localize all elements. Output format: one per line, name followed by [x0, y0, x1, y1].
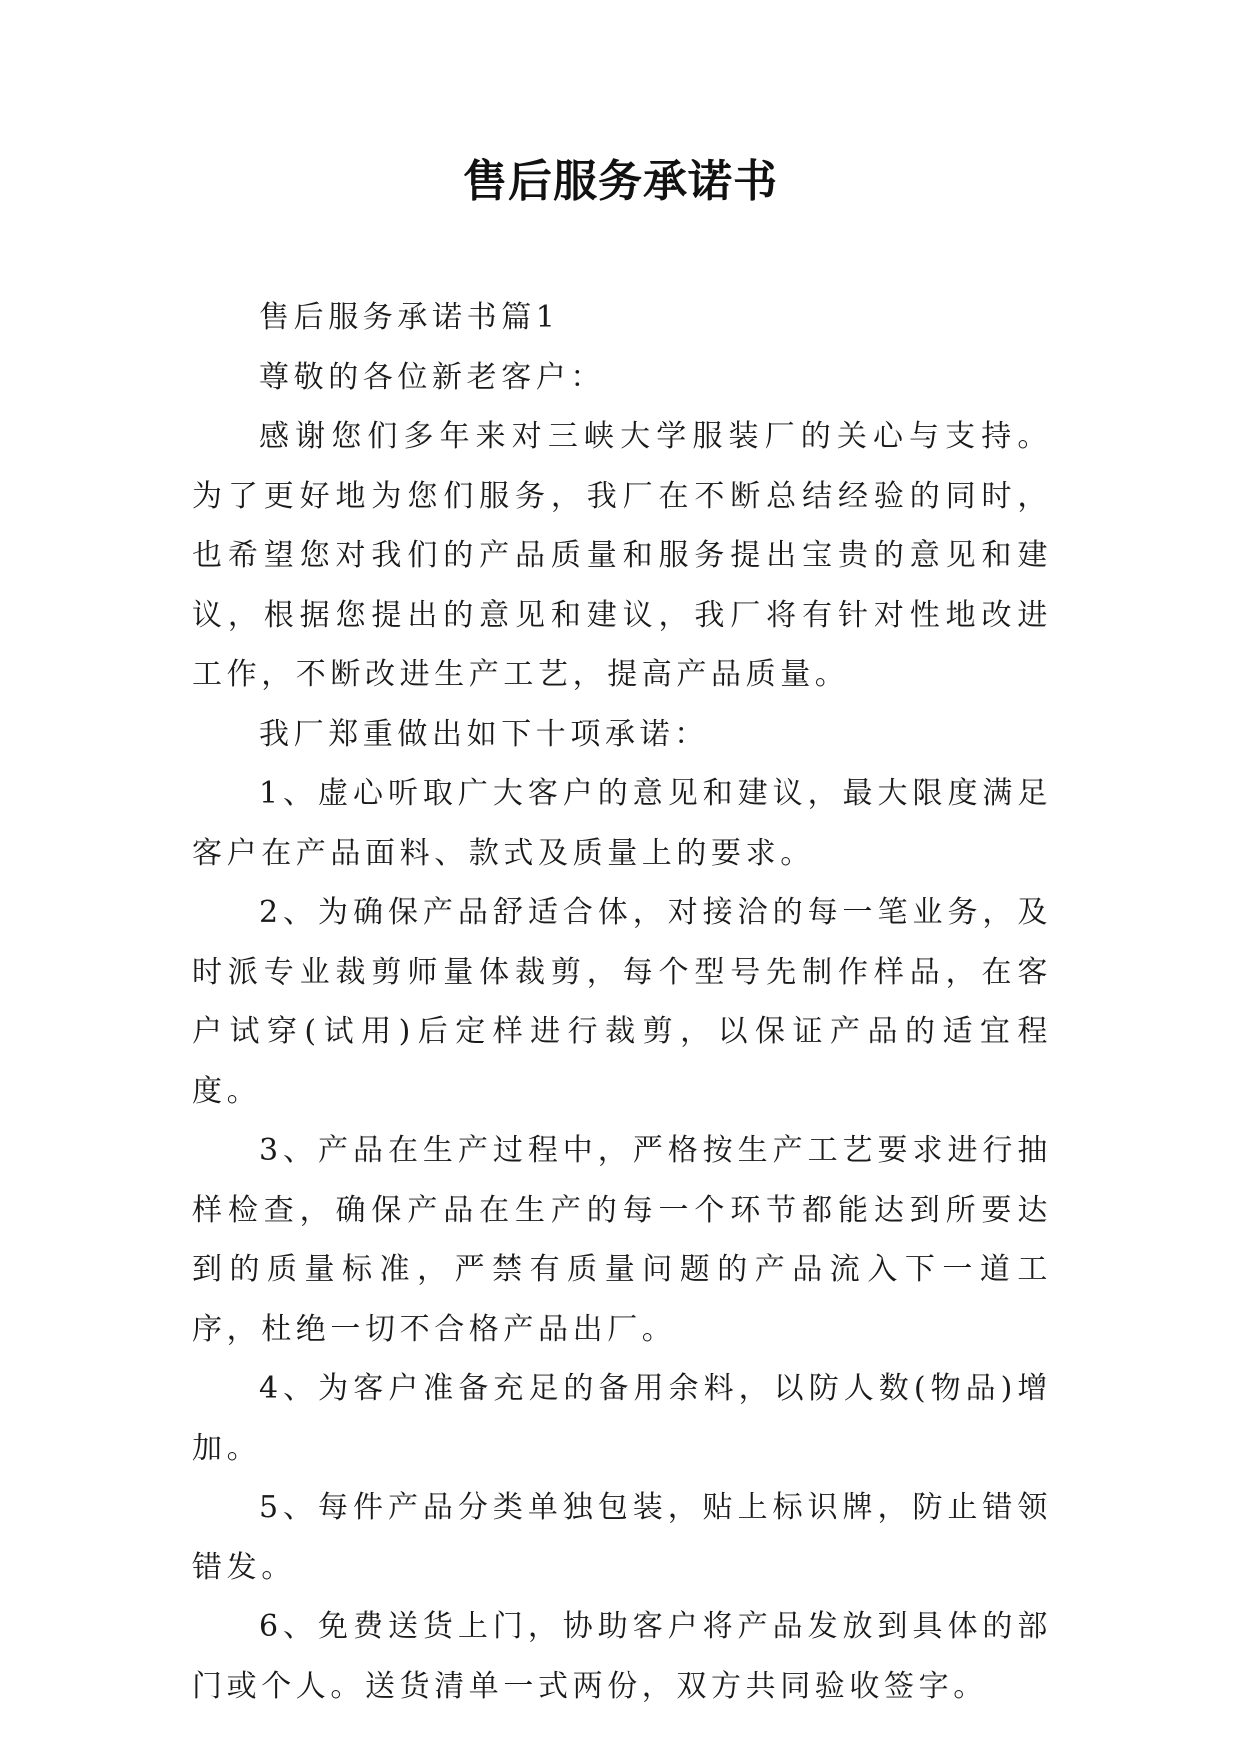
salutation: 尊敬的各位新老客户：	[259, 359, 605, 395]
commitment-item-2: 2、为确保产品舒适合体，对接洽的每一笔业务，及时派专业裁剪师量体裁剪，每个型号先制作样品，在客户试穿(试用)后定样进行裁剪，以保证产品的适宜程度。	[192, 895, 1052, 1109]
commitment-item-6: 6、免费送货上门，协助客户将产品发放到具体的部门或个人。送货清单一式两份，双方共同验收签字。	[192, 1609, 1052, 1704]
commitment-item-1: 1、虚心听取广大客户的意见和建议，最大限度满足客户在产品面料、款式及质量上的要求。	[192, 776, 1052, 871]
document-title: 售后服务承诺书	[463, 156, 778, 207]
commitment-item-5: 5、每件产品分类单独包装，贴上标识牌，防止错领错发。	[192, 1490, 1052, 1585]
commitment-lead: 我厂郑重做出如下十项承诺：	[259, 716, 709, 752]
document-body	[192, 288, 1052, 1716]
section-heading: 售后服务承诺书篇1	[259, 300, 560, 335]
commitment-item-3: 3、产品在生产过程中，严格按生产工艺要求进行抽样检查，确保产品在生产的每一个环节都能达到所要达到的质量标准，严禁有质量问题的产品流入下一道工序，杜绝一切不合格产品出厂。	[192, 1133, 1052, 1347]
intro-paragraph: 感谢您们多年来对三峡大学服装厂的关心与支持。为了更好地为您们服务，我厂在不断总结经验的同时，也希望您对我们的产品质量和服务提出宝贵的意见和建议，根据您提出的意见和建议，我厂将有针对性地改进工作，不断改进生产工艺，提高产品质量。	[192, 419, 1052, 692]
commitment-item-4: 4、为客户准备充足的备用余料，以防人数(物品)增加。	[192, 1371, 1052, 1466]
